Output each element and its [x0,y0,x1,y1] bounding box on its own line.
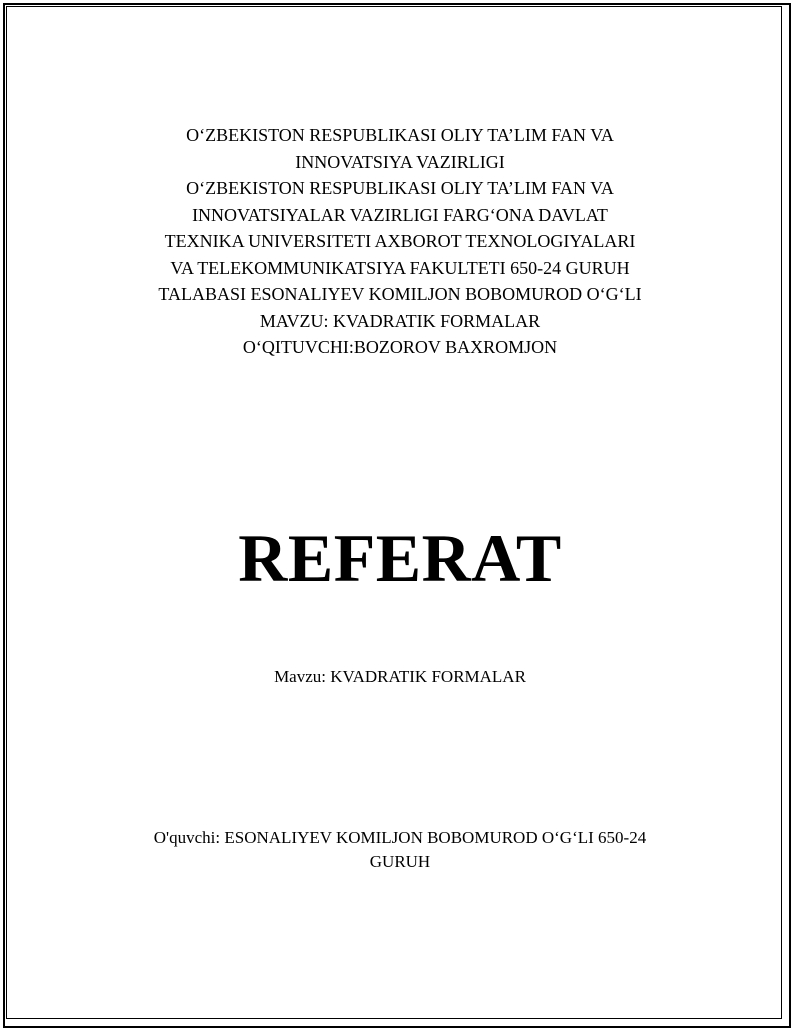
header-line: O‘ZBEKISTON RESPUBLIKASI OLIY TA’LIM FAN VA [186,178,614,198]
document-title: REFERAT [238,520,562,596]
student-line: O'quvchi: ESONALIYEV KOMILJON BOBOMUROD O‘G‘LI 650-24 [153,828,647,847]
header-line: MAVZU: KVADRATIK FORMALAR [259,310,541,331]
header-line: VA TELEKOMMUNIKATSIYA FAKULTETI 650-24 GURUH [170,257,630,278]
header-line: INNOVATSIYALAR VAZIRLIGI FARG‘ONA DAVLAT [192,204,608,225]
header-line: INNOVATSIYA VAZIRLIGI [295,151,505,172]
header-line: TEXNIKA UNIVERSITETI AXBOROT TEXNOLOGIYALARI [164,231,636,251]
institution-header [100,122,700,361]
header-line: O‘QITUVCHI:BOZOROV BAXROMJON [242,337,558,357]
header-line: TALABASI ESONALIYEV KOMILJON BOBOMUROD O‘G‘LI [158,284,642,304]
student-info [100,826,700,874]
topic-line: Mavzu: KVADRATIK FORMALAR [274,667,526,686]
student-line: GURUH [369,852,431,871]
header-line: O‘ZBEKISTON RESPUBLIKASI OLIY TA’LIM FAN VA [186,125,614,145]
